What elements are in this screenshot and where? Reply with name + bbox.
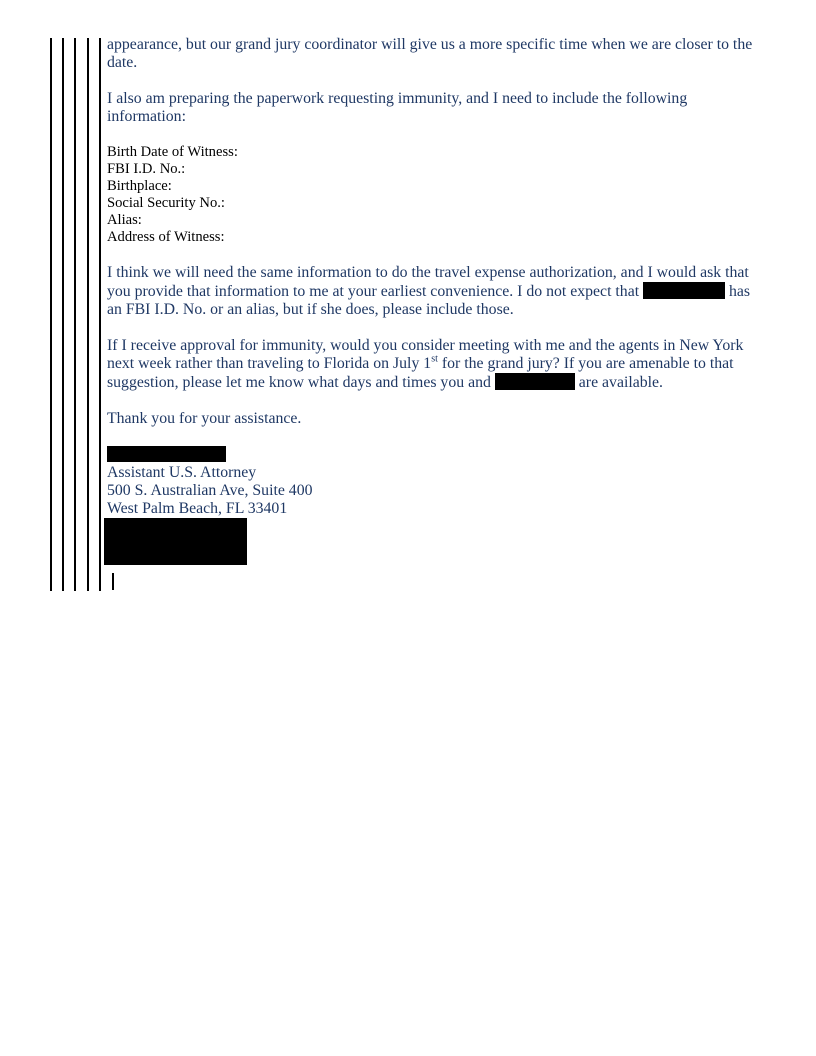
- paragraph-meeting-text-3: are available.: [578, 374, 663, 391]
- redaction-block: [495, 373, 575, 390]
- paragraph-meeting-text-2: for the grand jury? If you are amenable to that suggestion, please let me know what days and times you and: [107, 355, 734, 391]
- witness-info-fields: [107, 144, 763, 246]
- signature-address-line-1: 500 S. Australian Ave, Suite 400: [107, 482, 313, 499]
- redacted-name: [107, 446, 226, 462]
- field-birth-date: Birth Date of Witness:: [107, 144, 238, 160]
- paragraph-immunity: I also am preparing the paperwork requesting immunity, and I need to include the following information:: [107, 90, 688, 125]
- signature-address-line-2: West Palm Beach, FL 33401: [107, 500, 288, 517]
- closing-line: Thank you for your assistance.: [107, 410, 302, 427]
- quote-bar-1: [50, 38, 52, 591]
- quote-bar-2: [62, 38, 64, 591]
- text-cursor-mark: [112, 573, 114, 590]
- signature-title: Assistant U.S. Attorney: [107, 464, 257, 481]
- quote-bar-4: [87, 38, 89, 591]
- quote-bar-3: [74, 38, 76, 591]
- field-alias: Alias:: [107, 212, 142, 228]
- paragraph-meeting-text-1: If I receive approval for immunity, would you consider meeting with me and the agents in New York next week rather than traveling to Florida on July 1: [107, 337, 744, 372]
- paragraph-travel-text-1: I think we will need the same information to do the travel expense authorization, and I would ask that you provide that information to me at your earliest convenience. I do not expect that: [107, 264, 749, 300]
- ordinal-superscript: st: [431, 353, 438, 365]
- field-address: Address of Witness:: [107, 229, 225, 245]
- paragraph-meeting: [107, 337, 763, 392]
- paragraph-travel: [107, 264, 763, 319]
- redacted-contact-block: [104, 518, 247, 565]
- signature-block: [107, 446, 763, 518]
- quote-bar-5: [99, 38, 101, 591]
- field-birthplace: Birthplace:: [107, 178, 172, 194]
- paragraph-continuation: appearance, but our grand jury coordinator will give us a more specific time when we are closer to the date.: [107, 36, 753, 71]
- email-body: [107, 36, 763, 518]
- paragraph-travel-text-2: has an FBI I.D. No. or an alias, but if she does, please include those.: [107, 283, 751, 318]
- field-fbi-id: FBI I.D. No.:: [107, 161, 186, 177]
- field-ssn: Social Security No.:: [107, 195, 225, 211]
- redaction-block: [643, 282, 725, 299]
